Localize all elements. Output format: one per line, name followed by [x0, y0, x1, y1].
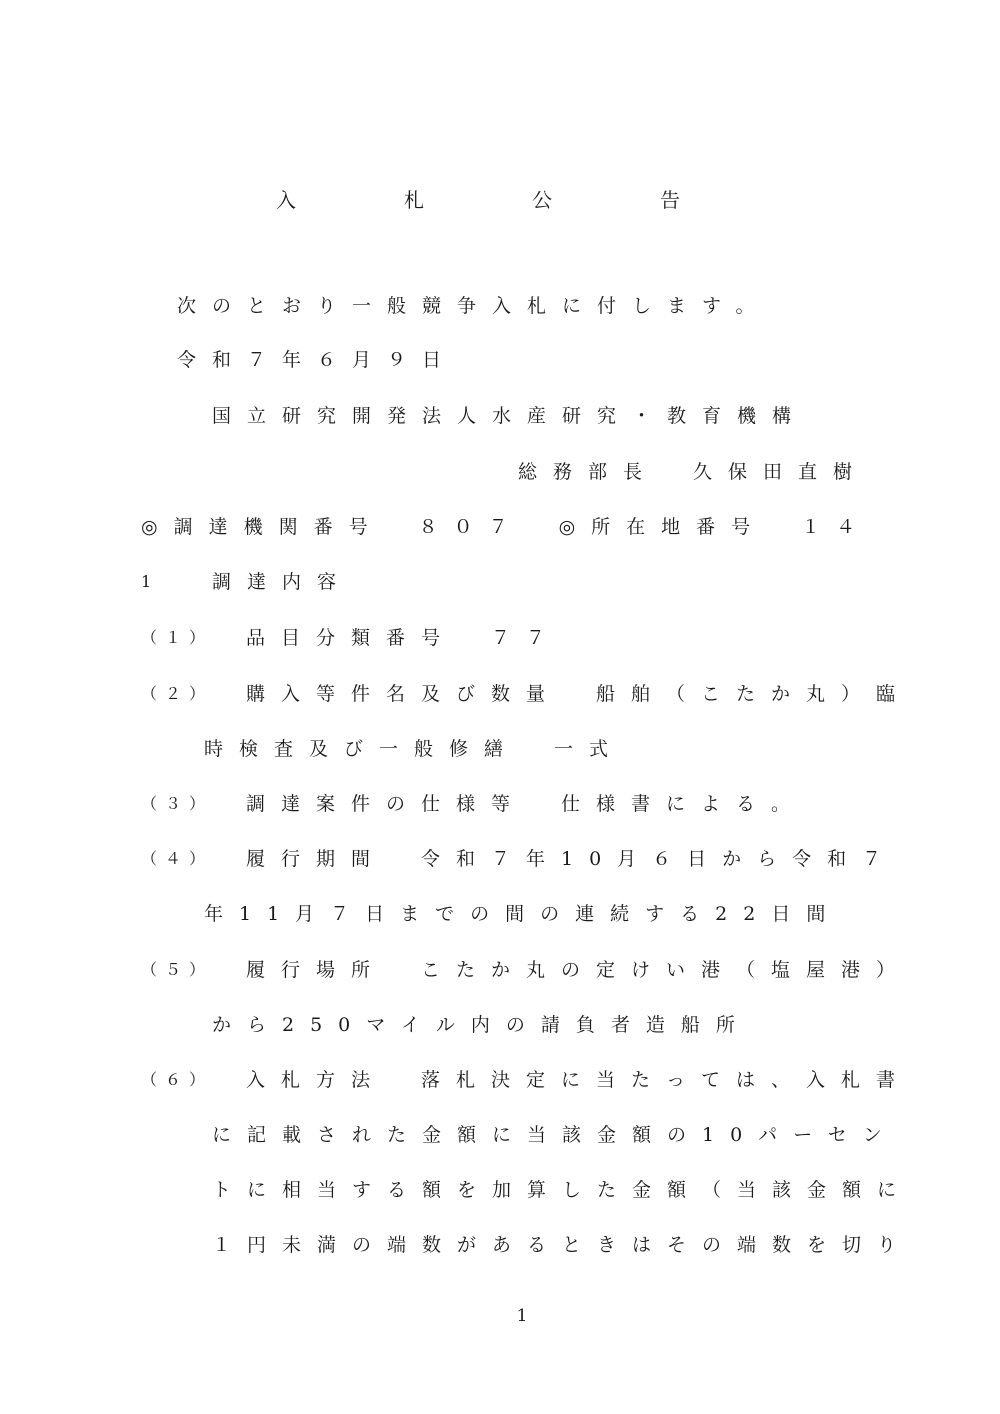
document-title: 入 札 公 告 [276, 188, 724, 212]
item-line: 品目分類番号 ７７ [246, 627, 562, 649]
section-number: 1 [141, 572, 160, 591]
item-line: トに相当する額を加算した金額（当該金額に [212, 1179, 913, 1201]
item-label: （６） [141, 1070, 214, 1089]
intro-text: 次のとおり一般競争入札に付します。 [177, 295, 771, 317]
item-line: 購入等件名及び数量 船舶（こたか丸）臨 [246, 683, 912, 705]
item-line: に記載された金額に当該金額の10パーセン [212, 1124, 898, 1146]
item-label: （５） [141, 960, 214, 979]
procurement-codes: ◎調達機関番号 ８０７ ◎所在地番号 １４ [141, 516, 872, 538]
item-line: から250マイル内の請負者造船所 [212, 1014, 751, 1036]
signatory: 総務部長 久保田直樹 [518, 461, 869, 483]
page-number: 1 [516, 1306, 528, 1326]
organization-name: 国立研究開発法人水産研究・教育機構 [212, 405, 808, 427]
section-heading: 調達内容 [212, 571, 353, 593]
item-line: 時検査及び一般修繕 一式 [204, 738, 625, 760]
item-label: （４） [141, 849, 214, 868]
item-line: 調達案件の仕様等 仕様書による。 [246, 793, 807, 815]
item-line: 履行期間 令和７年10月６日から令和７ [246, 848, 898, 870]
notice-date: 令和７年６月９日 [177, 349, 458, 371]
item-label: （１） [141, 628, 214, 647]
item-line: 履行場所 こたか丸の定けい港（塩屋港） [246, 959, 912, 981]
item-line: 入札方法 落札決定に当たっては、入札書 [246, 1069, 912, 1091]
item-label: （３） [141, 794, 214, 813]
item-line: 年11月７日までの間の連続する22日間 [204, 903, 842, 925]
item-label: （２） [141, 684, 214, 703]
item-line: １円未満の端数があるときはその端数を切り [212, 1234, 913, 1256]
